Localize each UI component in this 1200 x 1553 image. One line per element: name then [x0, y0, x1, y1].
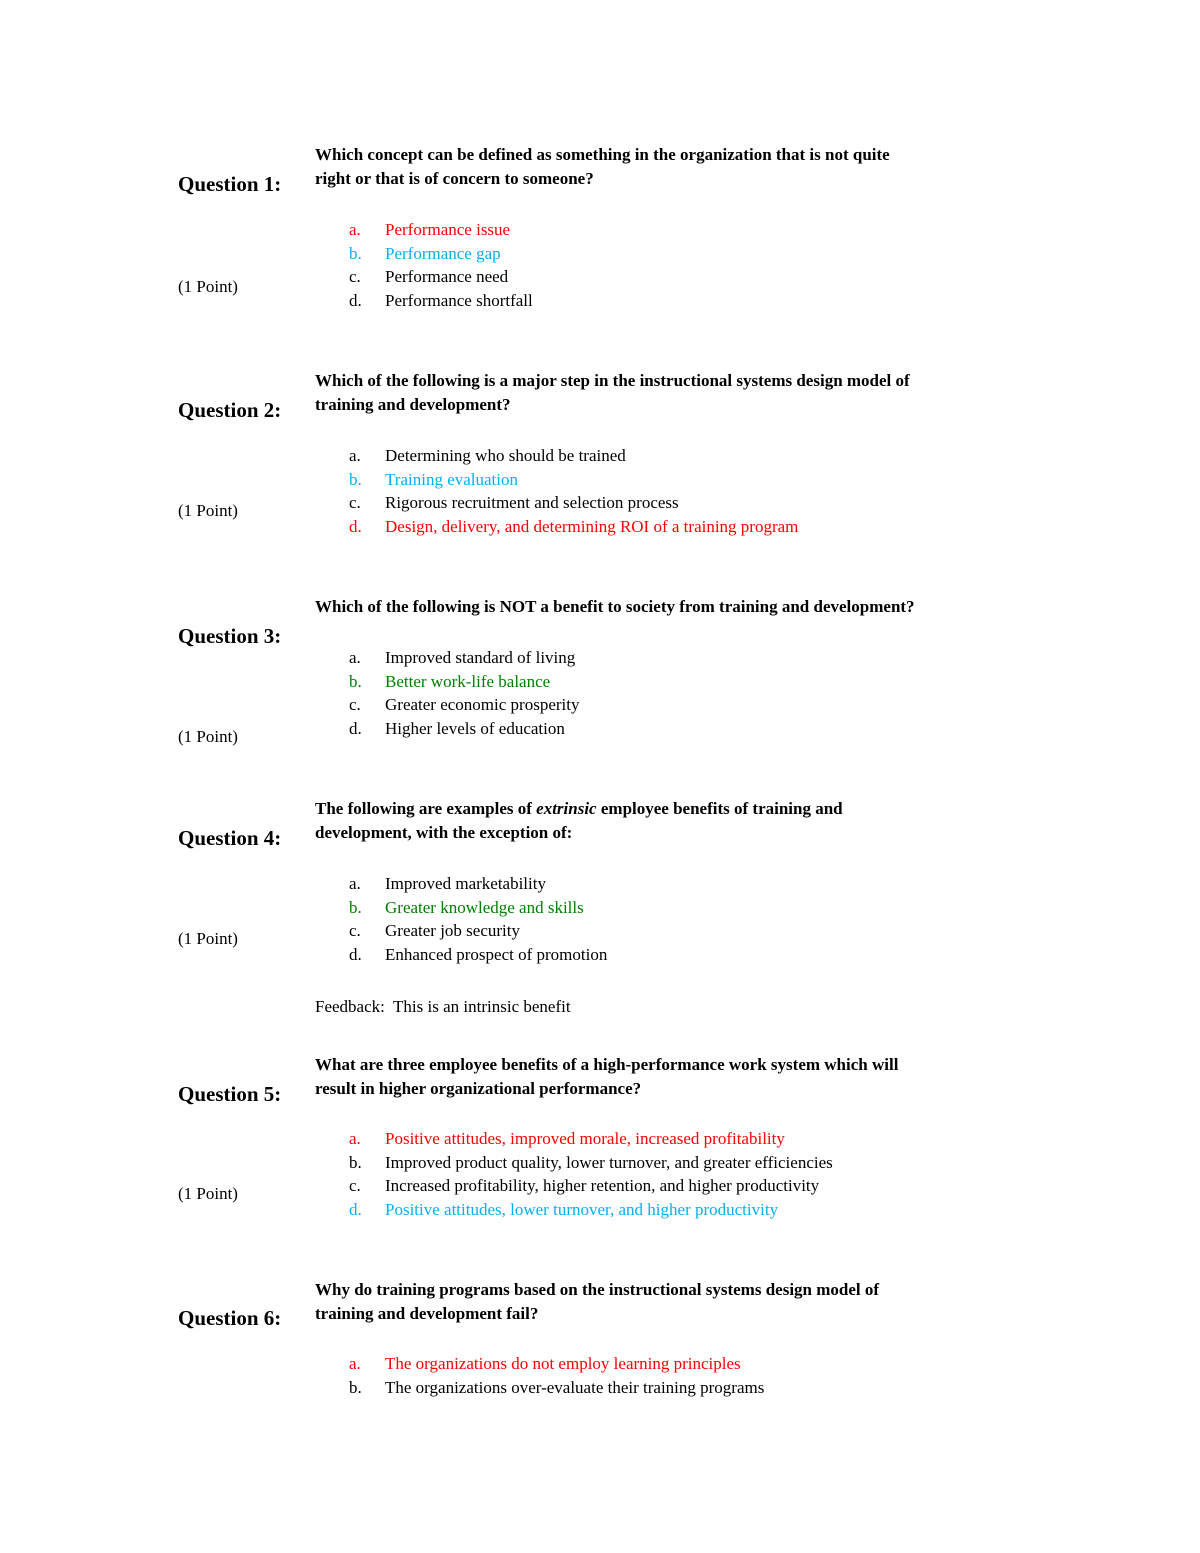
answer-option: a. Positive attitudes, improved morale, increased profitability — [349, 1129, 785, 1148]
answer-list — [315, 1352, 764, 1399]
points-label: (1 Point) — [178, 727, 238, 746]
answer-option: b. Training evaluation — [349, 469, 518, 489]
question-text: Why do training programs based on the instructional systems design model of training and development fail? — [315, 1280, 880, 1323]
answer-option: a. Performance issue — [349, 220, 511, 239]
answer-option: a. The organizations do not employ learning principles — [349, 1354, 741, 1373]
question-text: Which of the following is a major step in the instructional systems design model of training and development? — [315, 371, 910, 414]
points-label: (1 Point) — [178, 929, 238, 948]
answer-option: c. Greater job security — [349, 921, 520, 941]
answer-option: b. Improved product quality, lower turnover, and greater efficiencies — [349, 1152, 833, 1172]
question-text: The following are examples of extrinsic employee benefits of training and development, with the exception of: — [315, 799, 843, 842]
question-label: Question 6: — [178, 1306, 282, 1330]
answer-option: d. Design, delivery, and determining ROI of a training program — [349, 517, 799, 537]
question-label: Question 5: — [178, 1082, 282, 1106]
answer-option: d. Higher levels of education — [349, 719, 565, 739]
answer-option: b. Performance gap — [349, 243, 501, 263]
answer-option: a. Improved marketability — [349, 874, 546, 893]
question-label: Question 1: — [178, 172, 282, 196]
answer-option: c. Greater economic prosperity — [349, 695, 580, 715]
answer-option: d. Enhanced prospect of promotion — [349, 945, 608, 965]
answer-option: c. Increased profitability, higher retention, and higher productivity — [349, 1176, 820, 1196]
answer-list — [315, 646, 579, 741]
question-text: What are three employee benefits of a high-performance work system which will result in higher organizational performance? — [315, 1055, 899, 1098]
feedback-text: Feedback: This is an intrinsic benefit — [315, 997, 571, 1016]
question-text: Which of the following is NOT a benefit to society from training and development? — [315, 597, 915, 616]
answer-option: d. Performance shortfall — [349, 291, 533, 311]
answer-list — [315, 444, 798, 539]
answer-option: c. Rigorous recruitment and selection process — [349, 493, 679, 513]
question-label: Question 3: — [178, 624, 282, 648]
points-label: (1 Point) — [178, 501, 238, 520]
answer-option: a. Determining who should be trained — [349, 446, 626, 465]
question-label: Question 2: — [178, 398, 282, 422]
answer-list — [315, 872, 607, 967]
points-label: (1 Point) — [178, 1184, 238, 1203]
answer-option: b. Greater knowledge and skills — [349, 897, 584, 917]
question-text: Which concept can be defined as something in the organization that is not quite right or that is of concern to someone? — [315, 145, 890, 188]
answer-option: b. Better work-life balance — [349, 671, 551, 691]
answer-option: a. Improved standard of living — [349, 648, 576, 667]
answer-option: d. Positive attitudes, lower turnover, and higher productivity — [349, 1200, 779, 1220]
answer-list — [315, 218, 533, 313]
points-label: (1 Point) — [178, 277, 238, 296]
question-label: Question 4: — [178, 826, 282, 850]
answer-option: c. Performance need — [349, 267, 509, 287]
answer-option: b. The organizations over-evaluate their training programs — [349, 1377, 765, 1397]
answer-list — [315, 1127, 833, 1222]
